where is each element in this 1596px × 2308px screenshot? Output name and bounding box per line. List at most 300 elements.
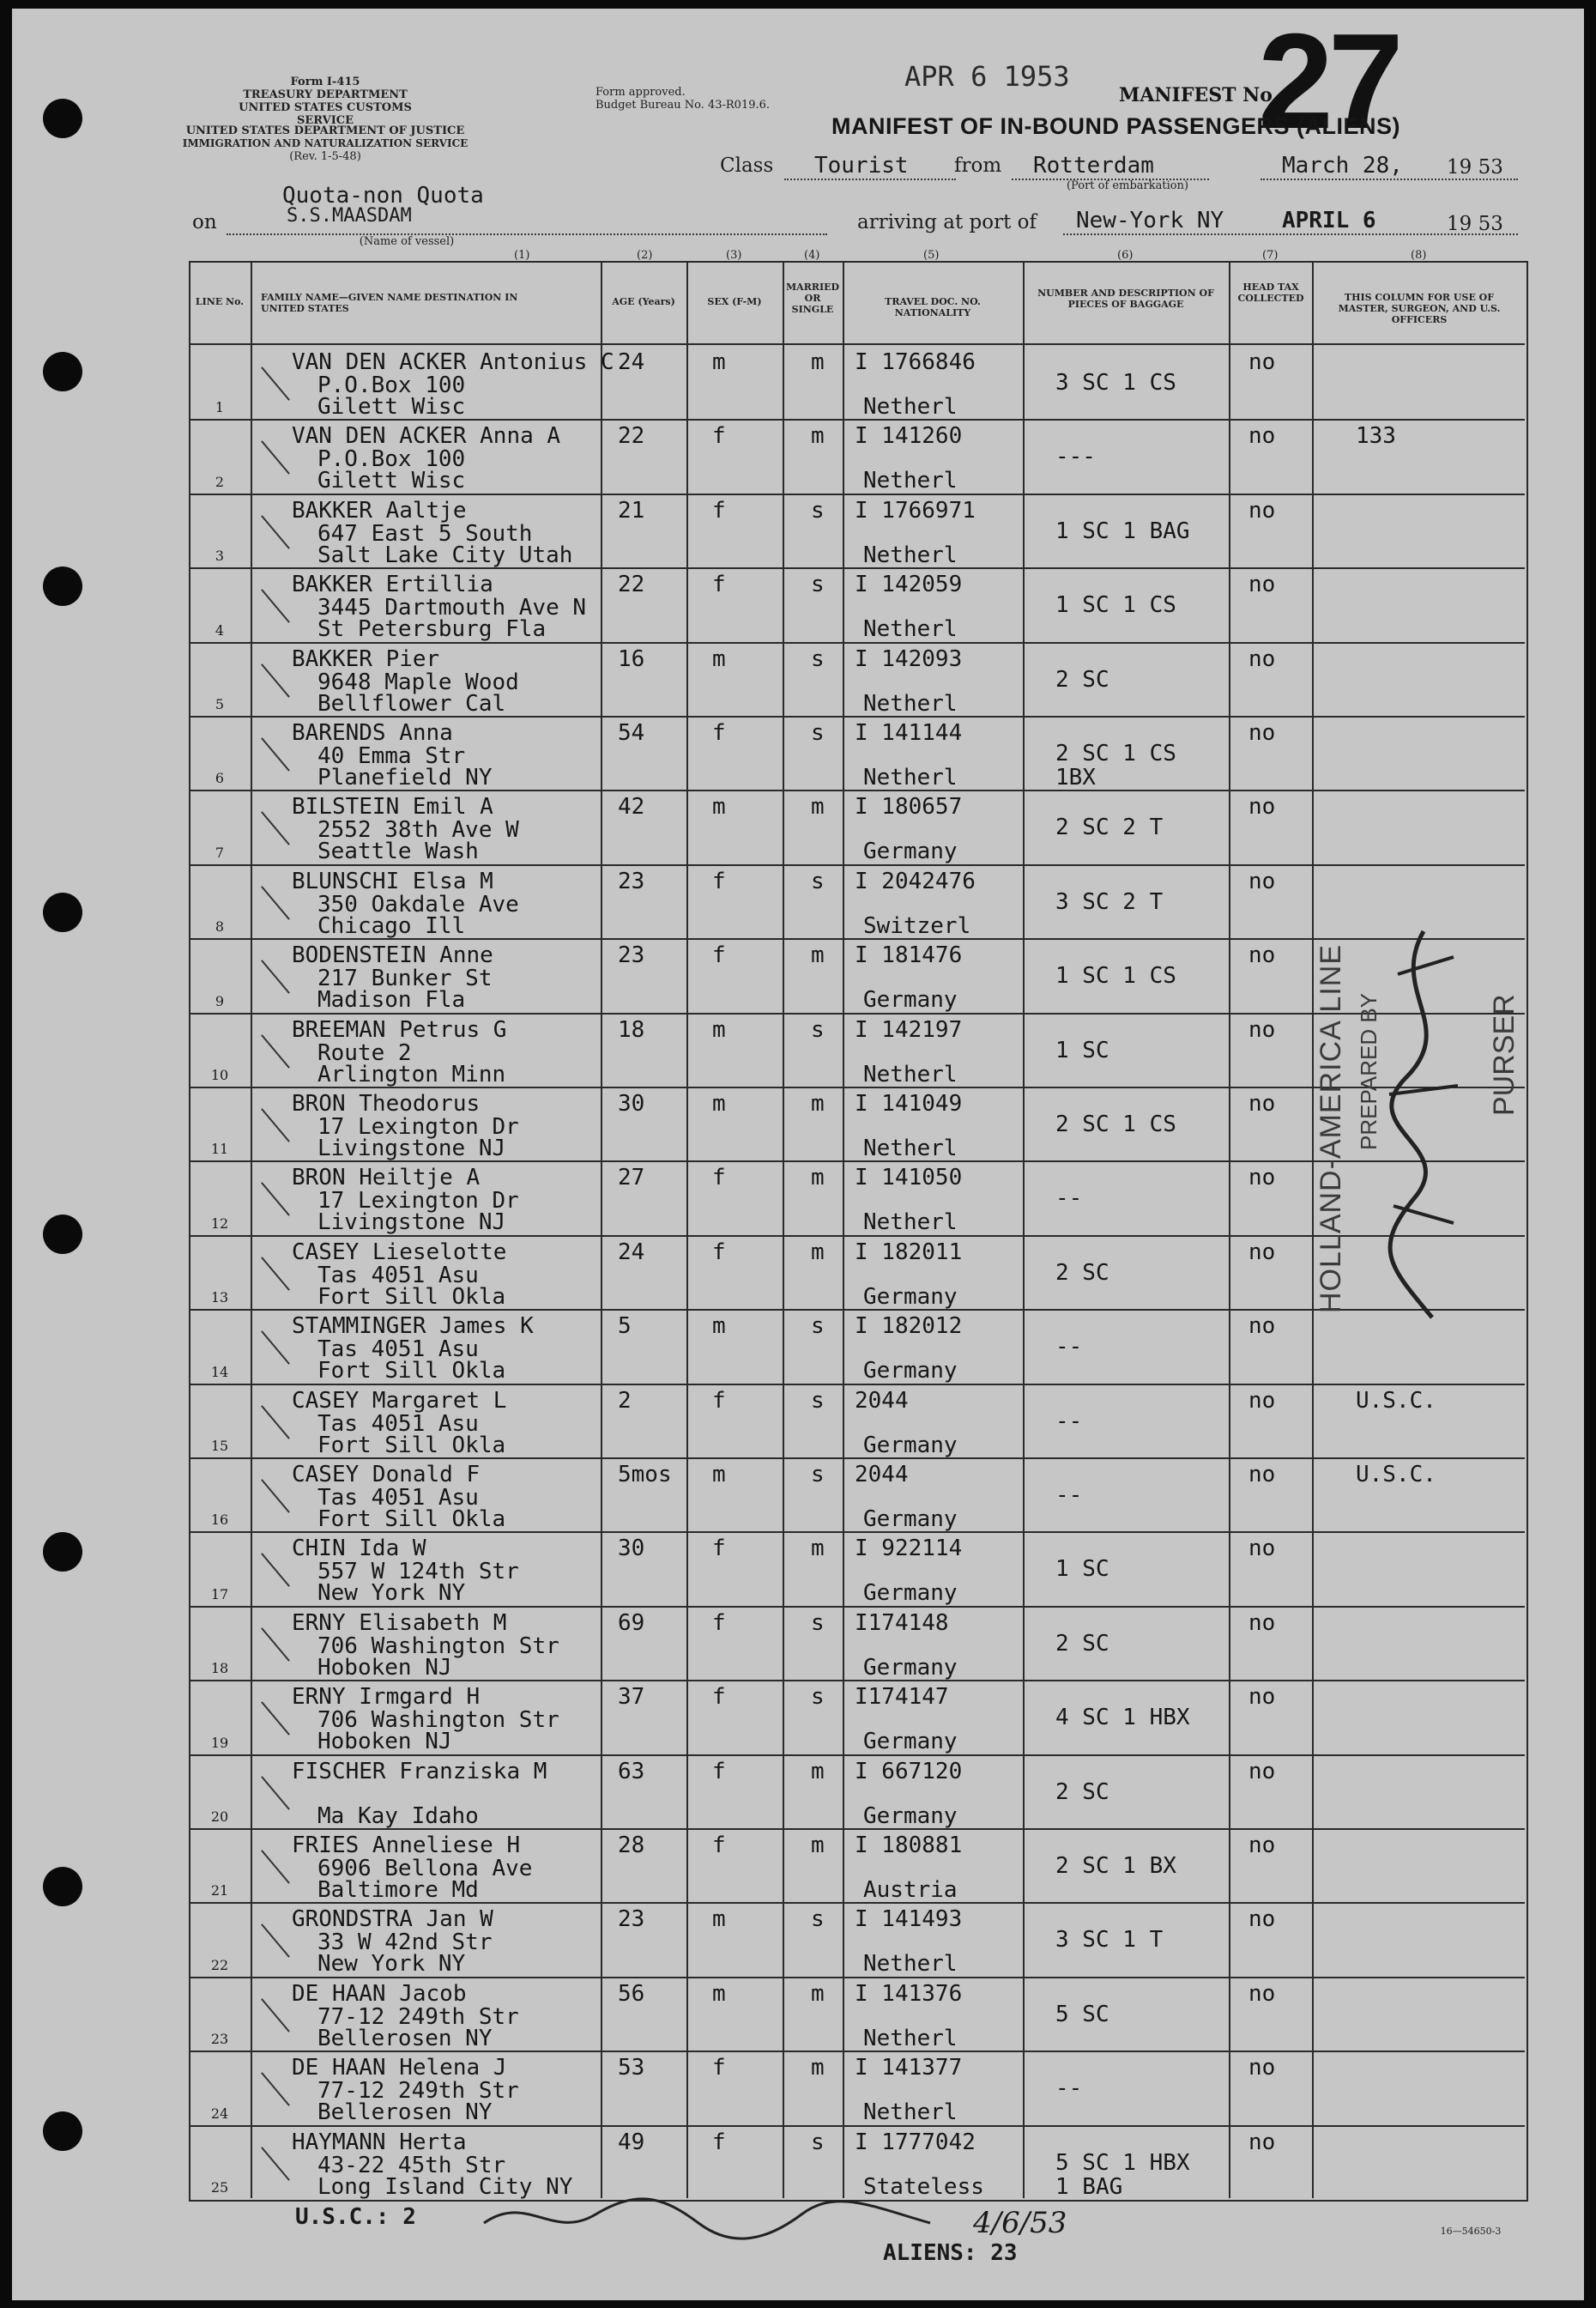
age: 22 — [618, 572, 645, 598]
nationality: Stateless — [863, 2173, 984, 2200]
col-num-1: (1) — [514, 249, 530, 262]
col-num-5: (5) — [923, 249, 940, 262]
punch-hole — [43, 352, 82, 391]
address-line-2: Planefield NY — [317, 765, 493, 791]
nationality: Germany — [863, 1654, 958, 1681]
handwritten-date: 4/6/53 — [973, 2206, 1067, 2240]
age: 30 — [618, 1536, 645, 1562]
vessel-name: S.S.MAASDAM — [287, 205, 412, 227]
form-code: 16—54650-3 — [1440, 2226, 1502, 2237]
departure-year: 19 53 — [1447, 156, 1503, 179]
passenger-name: FRIES Anneliese H — [292, 1832, 521, 1858]
address-line-2: Hoboken NJ — [317, 1654, 452, 1681]
nationality: Netherl — [863, 468, 958, 494]
passenger-name: BRON Theodorus — [292, 1091, 481, 1117]
address-line-1: P.O.Box 100 — [317, 446, 466, 473]
passenger-name: VAN DEN ACKER Antonius C — [292, 349, 614, 375]
arrival-port: New-York NY — [1076, 208, 1224, 233]
sex: f — [712, 2055, 726, 2081]
check-mark — [261, 515, 290, 549]
punch-hole — [43, 1532, 82, 1572]
age: 18 — [618, 1016, 645, 1043]
travel-doc-number: I 141493 — [855, 1906, 963, 1933]
nationality: Netherl — [863, 542, 958, 568]
purser-stamp: PURSER — [1488, 994, 1520, 1116]
prepared-by-stamp: PREPARED BY — [1356, 992, 1381, 1150]
nationality: Germany — [863, 1283, 958, 1310]
marital-status: m — [811, 1832, 825, 1858]
marital-status: s — [811, 1387, 825, 1414]
baggage: --- — [1055, 444, 1096, 470]
col-num-8: (8) — [1411, 249, 1427, 262]
line-number: 17 — [210, 1585, 229, 1602]
address-line-2: Ma Kay Idaho — [317, 1802, 479, 1829]
nationality: Germany — [863, 1580, 958, 1607]
check-mark — [261, 1924, 290, 1959]
baggage: -- — [1055, 1185, 1083, 1212]
baggage: 1 SC — [1055, 1556, 1109, 1583]
nationality: Germany — [863, 1802, 958, 1829]
address-line-1: 647 East 5 South — [317, 520, 533, 547]
travel-doc-number: I 142059 — [855, 572, 963, 598]
baggage: -- — [1055, 1334, 1083, 1360]
quota-status: Quota-non Quota — [282, 183, 484, 209]
head-tax: no — [1248, 1239, 1276, 1265]
address-line-1: Tas 4051 Asu — [317, 1485, 479, 1511]
revision: (Rev. 1-5-48) — [289, 150, 361, 163]
line-number: 4 — [215, 621, 225, 639]
address-line-2: Gilett Wisc — [317, 468, 466, 494]
travel-doc-number: I 181476 — [855, 942, 963, 969]
head-tax: no — [1248, 1313, 1276, 1340]
address-line-1: 557 W 124th Str — [317, 1559, 519, 1585]
address-line-2: New York NY — [317, 1951, 466, 1978]
col-num-2: (2) — [637, 249, 653, 262]
line-number: 7 — [215, 844, 225, 861]
address-line-1: P.O.Box 100 — [317, 373, 466, 398]
travel-doc-number: 2044 — [855, 1462, 909, 1487]
baggage: 1 SC 1 CS — [1055, 592, 1176, 619]
table-row — [189, 1977, 1525, 2052]
nationality: Netherl — [863, 616, 958, 643]
line-number: 3 — [215, 548, 225, 565]
passenger-name: STAMMINGER James K — [292, 1313, 534, 1340]
passenger-name: ERNY Elisabeth M — [292, 1609, 507, 1636]
table-row — [189, 419, 1525, 494]
baggage: 4 SC 1 HBX — [1055, 1705, 1190, 1731]
line-number: 21 — [210, 1882, 229, 1899]
address-line-1: 77-12 249th Str — [317, 2003, 519, 2030]
col-num-4: (4) — [804, 249, 820, 262]
nationality: Germany — [863, 987, 958, 1014]
check-mark — [261, 1108, 290, 1142]
travel-doc-number: I 180881 — [855, 1832, 963, 1858]
address-line-2: Chicago Ill — [317, 912, 466, 939]
address-line-2: Fort Sill Okla — [317, 1432, 506, 1458]
travel-doc-number: I 922114 — [855, 1536, 963, 1562]
form-number: Form I-415 — [290, 76, 360, 88]
dept-immigration: IMMIGRATION AND NATURALIZATION SERVICE — [182, 137, 469, 149]
address-line-1: 706 Washington Str — [317, 1633, 559, 1659]
marital-status: s — [811, 572, 825, 598]
address-line-1: 6906 Bellona Ave — [317, 1856, 533, 1881]
age: 30 — [618, 1091, 645, 1117]
col-num-6: (6) — [1117, 249, 1134, 262]
col-header-head-tax: HEAD TAX COLLECTED — [1237, 282, 1304, 304]
check-mark — [261, 2147, 290, 2181]
address-line-1: 350 Oakdale Ave — [317, 891, 519, 918]
sex: f — [712, 1165, 726, 1191]
marital-status: s — [811, 1684, 825, 1711]
head-tax: no — [1248, 942, 1276, 969]
class-underline — [784, 179, 956, 180]
head-tax: no — [1248, 572, 1276, 598]
passenger-name: VAN DEN ACKER Anna A — [292, 423, 561, 450]
table-row — [189, 790, 1525, 865]
line-number: 15 — [210, 1437, 229, 1454]
travel-doc-number: I 141260 — [855, 423, 963, 450]
col-num-7: (7) — [1262, 249, 1279, 262]
line-number: 5 — [215, 695, 225, 712]
travel-doc-number: I 142197 — [855, 1016, 963, 1043]
vessel-underline — [227, 233, 827, 235]
address-line-2: Fort Sill Okla — [317, 1283, 506, 1310]
table-row — [189, 864, 1525, 940]
travel-doc-number: I 2042476 — [855, 868, 976, 894]
marital-status: s — [811, 1462, 825, 1487]
dept-customs: UNITED STATES CUSTOMS SERVICE — [239, 101, 412, 127]
class-value: Tourist — [814, 153, 909, 179]
punch-hole — [43, 1867, 82, 1906]
manifest-no-label: MANIFEST No. — [1119, 84, 1279, 106]
travel-doc-number: I 141049 — [855, 1091, 963, 1117]
age: 69 — [618, 1609, 645, 1636]
line-number: 1 — [215, 399, 225, 416]
officer-note: U.S.C. — [1356, 1462, 1436, 1487]
baggage-extra: 1BX — [1055, 765, 1096, 791]
travel-doc-number: I 141376 — [855, 1980, 963, 2007]
sex: m — [712, 645, 726, 672]
travel-doc-number: I 141050 — [855, 1165, 963, 1191]
departure-date: March 28, — [1282, 153, 1403, 179]
marital-status: s — [811, 868, 825, 894]
check-mark — [261, 2072, 290, 2106]
sex: m — [712, 1313, 726, 1340]
marital-status: s — [811, 497, 825, 524]
passenger-name: ERNY Irmgard H — [292, 1684, 481, 1711]
nationality: Switzerl — [863, 912, 971, 939]
line-stamp: HOLLAND-AMERICA LINE — [1315, 944, 1347, 1313]
head-tax: no — [1248, 1906, 1276, 1933]
address-line-2: Fort Sill Okla — [317, 1506, 506, 1532]
age: 42 — [618, 794, 645, 821]
age: 5mos — [618, 1462, 672, 1487]
age: 56 — [618, 1980, 645, 2007]
dept-justice: UNITED STATES DEPARTMENT OF JUSTICE — [185, 124, 465, 137]
sex: f — [712, 1832, 726, 1858]
travel-doc-number: 2044 — [855, 1387, 909, 1414]
line-number: 16 — [210, 1511, 229, 1529]
table-row — [189, 345, 1525, 421]
head-tax: no — [1248, 720, 1276, 746]
head-tax: no — [1248, 423, 1276, 450]
head-tax: no — [1248, 2129, 1276, 2155]
dept-treasury: TREASURY DEPARTMENT — [243, 88, 408, 101]
manifest-number: 27 — [1258, 9, 1399, 157]
passenger-name: BILSTEIN Emil A — [292, 794, 493, 821]
on-label: on — [192, 211, 217, 233]
address-line-2: Arlington Minn — [317, 1061, 506, 1087]
head-tax: no — [1248, 1609, 1276, 1636]
head-tax: no — [1248, 497, 1276, 524]
check-mark — [261, 1998, 290, 2032]
col-header-officers: THIS COLUMN FOR USE OF MASTER, SURGEON, AND U.S. OFFICERS — [1338, 292, 1501, 325]
table-row — [189, 2051, 1525, 2126]
nationality: Germany — [863, 1506, 958, 1532]
sex: f — [712, 1536, 726, 1562]
marital-status: m — [811, 1536, 825, 1562]
address-line-2: Madison Fla — [317, 987, 466, 1014]
age: 54 — [618, 720, 645, 746]
arriving-label: arriving at port of — [857, 211, 1037, 233]
head-tax: no — [1248, 1758, 1276, 1784]
sex: m — [712, 1980, 726, 2007]
address-line-1: 17 Lexington Dr — [317, 1188, 519, 1215]
col-num-3: (3) — [726, 249, 742, 262]
baggage: 2 SC — [1055, 1630, 1109, 1657]
line-number: 20 — [210, 1808, 229, 1825]
nationality: Netherl — [863, 1061, 958, 1087]
arrival-year: 19 53 — [1447, 213, 1503, 235]
col-header-line: LINE No. — [195, 296, 245, 307]
check-mark — [261, 441, 290, 476]
marital-status: m — [811, 794, 825, 821]
nationality: Netherl — [863, 1951, 958, 1978]
passenger-name: CHIN Ida W — [292, 1536, 426, 1562]
baggage: -- — [1055, 1482, 1083, 1508]
punch-hole — [43, 1215, 82, 1254]
passenger-name: DE HAAN Helena J — [292, 2055, 507, 2081]
check-mark — [261, 1405, 290, 1439]
age: 53 — [618, 2055, 645, 2081]
address-line-2: Long Island City NY — [317, 2173, 573, 2200]
date-underline — [1260, 179, 1518, 180]
table-row — [189, 1531, 1525, 1607]
travel-doc-number: I174147 — [855, 1684, 949, 1711]
punch-hole — [43, 566, 82, 606]
officer-note: 133 — [1356, 423, 1396, 450]
officer-note: U.S.C. — [1356, 1387, 1436, 1414]
marital-status: m — [811, 1091, 825, 1117]
address-line-1: Tas 4051 Asu — [317, 1410, 479, 1437]
nationality: Germany — [863, 1729, 958, 1755]
age: 49 — [618, 2129, 645, 2155]
sex: f — [712, 497, 726, 524]
table-row — [189, 1902, 1525, 1978]
age: 23 — [618, 942, 645, 969]
budget-bureau: Budget Bureau No. 43-R019.6. — [595, 99, 771, 112]
marital-status: m — [811, 1239, 825, 1265]
address-line-2: Bellerosen NY — [317, 2025, 493, 2051]
sex: f — [712, 1387, 726, 1414]
nationality: Austria — [863, 1877, 958, 1903]
nationality: Netherl — [863, 765, 958, 791]
marital-status: s — [811, 1609, 825, 1636]
check-mark — [261, 1479, 290, 1513]
age: 28 — [618, 1832, 645, 1858]
table-row — [189, 1828, 1525, 1904]
baggage: 2 SC 1 CS — [1055, 1112, 1176, 1137]
baggage: -- — [1055, 2075, 1083, 2102]
travel-doc-number: I 182012 — [855, 1313, 963, 1340]
age: 24 — [618, 349, 645, 375]
aliens-total: ALIENS: 23 — [883, 2240, 1018, 2266]
check-mark — [261, 1034, 290, 1069]
punch-hole — [43, 2111, 82, 2151]
address-line-2: Baltimore Md — [317, 1877, 479, 1903]
travel-doc-number: I 1766846 — [855, 349, 976, 375]
address-line-2: Fort Sill Okla — [317, 1358, 506, 1384]
table-row — [189, 1680, 1525, 1755]
passenger-name: BLUNSCHI Elsa M — [292, 868, 493, 894]
table-row — [189, 1309, 1525, 1384]
check-mark — [261, 1776, 290, 1810]
nationality: Netherl — [863, 690, 958, 717]
line-number: 24 — [210, 2105, 229, 2122]
address-line-1: Tas 4051 Asu — [317, 1336, 479, 1363]
address-line-1: 33 W 42nd Str — [317, 1929, 493, 1956]
baggage: 1 SC 1 CS — [1055, 963, 1176, 990]
address-line-2: New York NY — [317, 1580, 466, 1607]
marital-status: m — [811, 942, 825, 969]
manifest-page — [12, 9, 1584, 2300]
marital-status: s — [811, 645, 825, 672]
passenger-name: BAKKER Aaltje — [292, 497, 467, 524]
passenger-name: DE HAAN Jacob — [292, 1980, 467, 2007]
usc-total: U.S.C.: 2 — [295, 2204, 416, 2230]
form-approved: Form approved. — [595, 86, 686, 99]
baggage: 3 SC 1 CS — [1055, 370, 1176, 396]
head-tax: no — [1248, 1091, 1276, 1117]
address-line-1: 217 Bunker St — [317, 966, 493, 992]
baggage: 5 SC 1 HBX — [1055, 2149, 1190, 2176]
passenger-name: BARENDS Anna — [292, 720, 453, 746]
baggage: 2 SC — [1055, 1778, 1109, 1805]
passenger-name: GRONDSTRA Jan W — [292, 1906, 493, 1933]
line-number: 25 — [210, 2178, 229, 2196]
passenger-name: CASEY Lieselotte — [292, 1239, 507, 1265]
marital-status: m — [811, 1165, 825, 1191]
line-number: 22 — [210, 1956, 229, 1973]
address-line-1: 706 Washington Str — [317, 1707, 559, 1734]
table-row — [189, 1754, 1525, 1830]
baggage: 2 SC 2 T — [1055, 815, 1164, 841]
travel-doc-number: I 667120 — [855, 1758, 963, 1784]
head-tax: no — [1248, 349, 1276, 375]
baggage: 2 SC 1 CS — [1055, 741, 1176, 766]
age: 27 — [618, 1165, 645, 1191]
passenger-name: CASEY Margaret L — [292, 1387, 507, 1414]
head-tax: no — [1248, 2055, 1276, 2081]
sex: m — [712, 349, 726, 375]
travel-doc-number: I 182011 — [855, 1239, 963, 1265]
port-caption: (Port of embarkation) — [1066, 179, 1189, 192]
address-line-2: Bellflower Cal — [317, 690, 506, 717]
check-mark — [261, 1850, 290, 1884]
passenger-name: BAKKER Pier — [292, 645, 440, 672]
col-header-baggage: NUMBER AND DESCRIPTION OF PIECES OF BAGGAGE — [1037, 288, 1214, 310]
age: 16 — [618, 645, 645, 672]
baggage: 1 SC 1 BAG — [1055, 518, 1190, 544]
head-tax: no — [1248, 1387, 1276, 1414]
address-line-1: 43-22 45th Str — [317, 2152, 506, 2178]
head-tax: no — [1248, 1462, 1276, 1487]
marital-status: s — [811, 1313, 825, 1340]
check-mark — [261, 886, 290, 920]
check-mark — [261, 1627, 290, 1662]
address-line-2: Bellerosen NY — [317, 2099, 493, 2126]
nationality: Netherl — [863, 2025, 958, 2051]
check-mark — [261, 1183, 290, 1217]
marital-status: s — [811, 720, 825, 746]
marital-status: s — [811, 1906, 825, 1933]
address-line-1: 17 Lexington Dr — [317, 1114, 519, 1140]
line-number: 9 — [215, 992, 225, 1009]
line-number: 14 — [210, 1363, 229, 1380]
travel-doc-number: I 1766971 — [855, 497, 976, 524]
passenger-name: BODENSTEIN Anne — [292, 942, 493, 969]
baggage: 2 SC — [1055, 666, 1109, 693]
check-mark — [261, 812, 290, 846]
line-number: 23 — [210, 2031, 229, 2048]
check-mark — [261, 1257, 290, 1291]
address-line-1: Tas 4051 Asu — [317, 1262, 479, 1288]
nationality: Netherl — [863, 2099, 958, 2126]
sex: f — [712, 1609, 726, 1636]
baggage: 3 SC 1 T — [1055, 1927, 1164, 1954]
nationality: Germany — [863, 1432, 958, 1458]
baggage-extra: 1 BAG — [1055, 2173, 1123, 2200]
col-header-name: FAMILY NAME—GIVEN NAME DESTINATION IN UNITED STATES — [261, 292, 518, 314]
baggage: 3 SC 2 T — [1055, 888, 1164, 915]
manifest-title: MANIFEST OF IN-BOUND PASSENGERS (ALIENS) — [831, 113, 1401, 139]
head-tax: no — [1248, 794, 1276, 821]
baggage: 5 SC — [1055, 2001, 1109, 2027]
sex: m — [712, 794, 726, 821]
age: 2 — [618, 1387, 632, 1414]
check-mark — [261, 1554, 290, 1588]
check-mark — [261, 663, 290, 698]
travel-doc-number: I 142093 — [855, 645, 963, 672]
nationality: Germany — [863, 839, 958, 865]
line-number: 8 — [215, 918, 225, 936]
marital-status: m — [811, 1980, 825, 2007]
passenger-name: BAKKER Ertillia — [292, 572, 493, 598]
table-row — [189, 1384, 1525, 1459]
received-stamp-date: APR 6 1953 — [904, 60, 1070, 93]
line-number: 6 — [215, 770, 225, 787]
col-header-travel-doc: TRAVEL DOC. NO. NATIONALITY — [885, 296, 981, 318]
marital-status: s — [811, 2129, 825, 2155]
address-line-1: 3445 Dartmouth Ave N — [317, 595, 587, 621]
address-line-2: Livingstone NJ — [317, 1136, 506, 1161]
inspector-signature — [475, 2189, 939, 2249]
address-line-2: Gilett Wisc — [317, 394, 466, 420]
age: 21 — [618, 497, 645, 524]
baggage: 1 SC — [1055, 1037, 1109, 1063]
sex: f — [712, 1239, 726, 1265]
travel-doc-number: I 141144 — [855, 720, 963, 746]
